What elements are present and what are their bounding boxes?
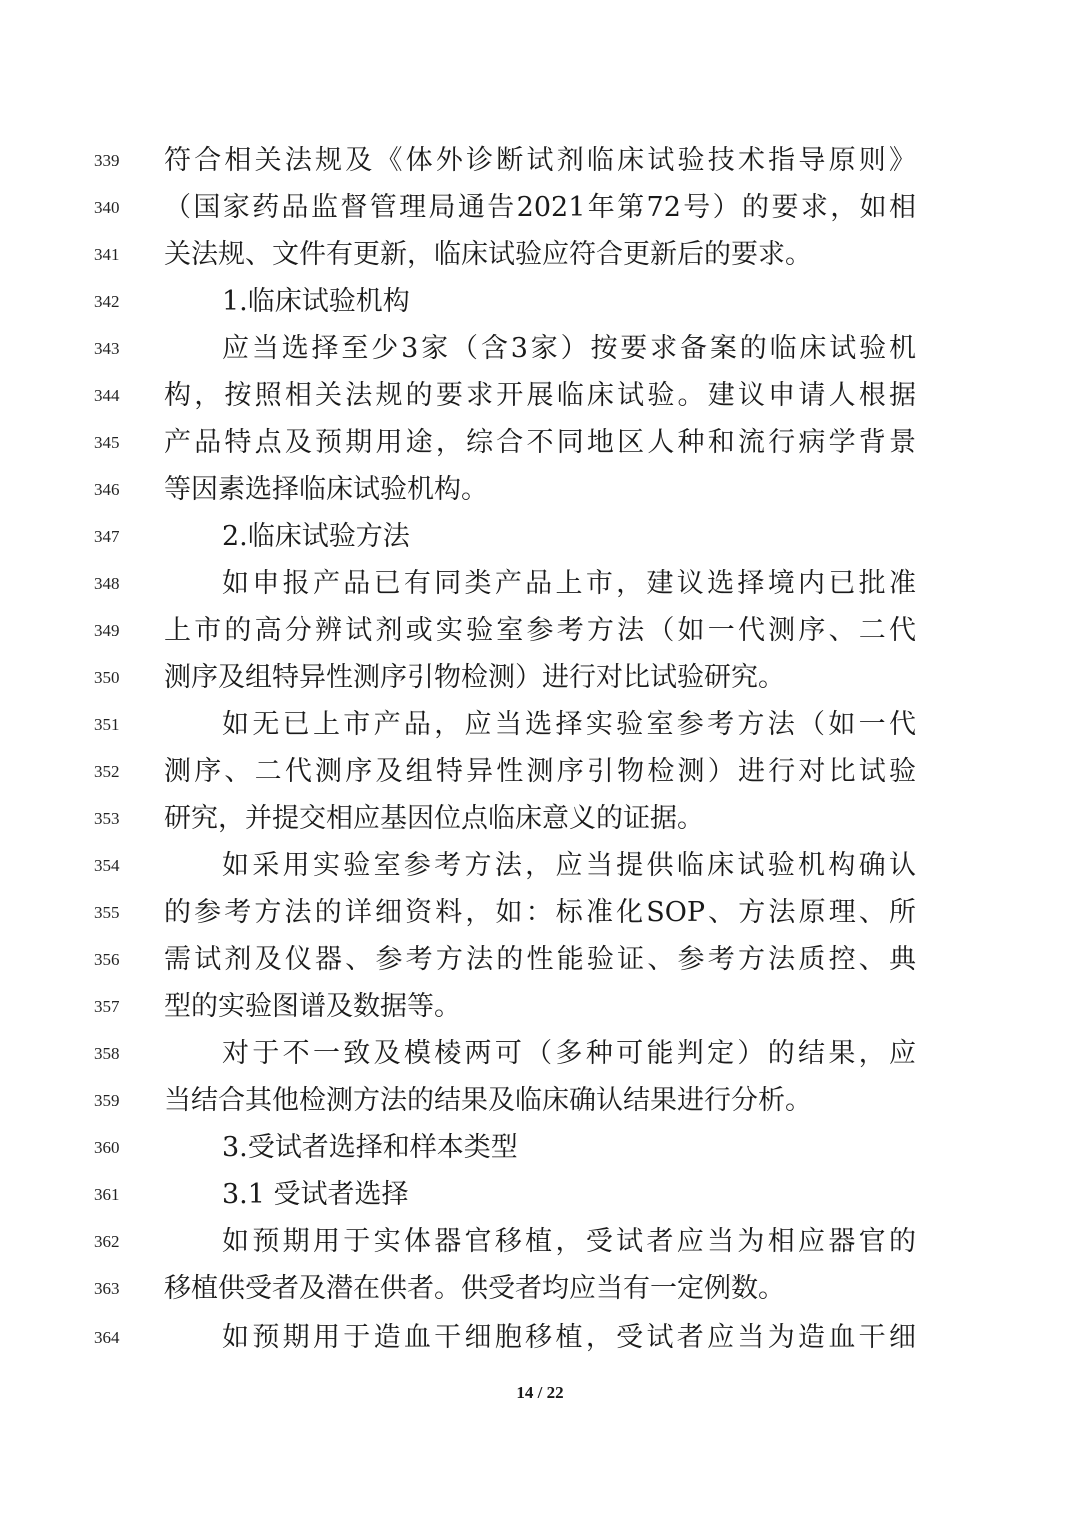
text-line [0, 607, 1080, 654]
text-line [0, 1030, 1080, 1077]
line-text: 产品特点及预期用途，综合不同地区人种和流行病学背景 [164, 427, 916, 458]
text-line [0, 983, 1080, 1030]
line-number: 357 [94, 997, 120, 1016]
line-text: （国家药品监督管理局通告2021年第72号）的要求，如相 [164, 192, 916, 223]
line-text: 如无已上市产品，应当选择实验室参考方法（如一代 [222, 709, 916, 740]
section-heading: 2.临床试验方法 [222, 521, 410, 552]
text-line [0, 278, 1080, 325]
text-line [0, 513, 1080, 560]
line-number: 345 [94, 433, 120, 452]
text-line [0, 1218, 1080, 1265]
line-number: 360 [94, 1138, 120, 1157]
text-line [0, 1124, 1080, 1171]
line-text: 如申报产品已有同类产品上市，建议选择境内已批准 [222, 568, 916, 599]
text-line [0, 466, 1080, 513]
line-number: 340 [94, 198, 120, 217]
line-text: 应当选择至少3家（含3家）按要求备案的临床试验机 [222, 333, 916, 364]
text-line [0, 748, 1080, 795]
text-line [0, 1077, 1080, 1124]
line-text: 的参考方法的详细资料，如：标准化SOP、方法原理、所 [164, 897, 916, 928]
line-text: 测序及组特异性测序引物检测）进行对比试验研究。 [164, 662, 785, 693]
line-text: 构，按照相关法规的要求开展临床试验。建议申请人根据 [164, 380, 916, 411]
text-line [0, 936, 1080, 983]
text-line [0, 1171, 1080, 1218]
subsection-heading: 3.1 受试者选择 [222, 1179, 409, 1210]
section-heading: 3.受试者选择和样本类型 [222, 1132, 518, 1163]
text-line [0, 1314, 1080, 1361]
line-number: 354 [94, 856, 120, 875]
line-number: 339 [94, 151, 120, 170]
line-text: 符合相关法规及《体外诊断试剂临床试验技术指导原则》 [164, 145, 916, 176]
line-text: 关法规、文件有更新，临床试验应符合更新后的要求。 [164, 239, 812, 270]
line-number: 352 [94, 762, 120, 781]
section-heading: 1.临床试验机构 [222, 286, 410, 317]
text-line [0, 419, 1080, 466]
line-number: 344 [94, 386, 120, 405]
line-number: 348 [94, 574, 120, 593]
text-line [0, 654, 1080, 701]
line-text: 需试剂及仪器、参考方法的性能验证、参考方法质控、典 [164, 944, 916, 975]
line-text: 如预期用于实体器官移植，受试者应当为相应器官的 [222, 1226, 916, 1257]
line-number: 351 [94, 715, 120, 734]
text-line [0, 184, 1080, 231]
text-line [0, 560, 1080, 607]
line-text: 当结合其他检测方法的结果及临床确认结果进行分析。 [164, 1085, 812, 1116]
line-text: 如采用实验室参考方法，应当提供临床试验机构确认 [222, 850, 916, 881]
line-text: 移植供受者及潜在供者。供受者均应当有一定例数。 [164, 1273, 785, 1304]
line-number: 363 [94, 1279, 120, 1298]
line-number: 362 [94, 1232, 120, 1251]
line-text: 如预期用于造血干细胞移植，受试者应当为造血干细 [222, 1322, 916, 1353]
text-line [0, 1265, 1080, 1312]
line-text: 对于不一致及模棱两可（多种可能判定）的结果，应 [222, 1038, 916, 1069]
line-text: 型的实验图谱及数据等。 [164, 991, 461, 1022]
line-number: 361 [94, 1185, 120, 1204]
line-text: 等因素选择临床试验机构。 [164, 474, 488, 505]
line-number: 342 [94, 292, 120, 311]
line-number: 347 [94, 527, 120, 546]
line-number: 341 [94, 245, 120, 264]
text-line [0, 372, 1080, 419]
line-number: 349 [94, 621, 120, 640]
text-line [0, 842, 1080, 889]
text-line [0, 795, 1080, 842]
line-text: 研究，并提交相应基因位点临床意义的证据。 [164, 803, 704, 834]
text-line [0, 231, 1080, 278]
page-number: 14 / 22 [516, 1383, 564, 1402]
line-number: 343 [94, 339, 120, 358]
line-number: 358 [94, 1044, 120, 1063]
line-number: 359 [94, 1091, 120, 1110]
line-number: 355 [94, 903, 120, 922]
line-text: 测序、二代测序及组特异性测序引物检测）进行对比试验 [164, 756, 916, 787]
text-line [0, 325, 1080, 372]
line-number: 364 [94, 1328, 120, 1347]
line-number: 350 [94, 668, 120, 687]
line-number: 353 [94, 809, 120, 828]
line-number: 346 [94, 480, 120, 499]
text-line [0, 701, 1080, 748]
text-line [0, 889, 1080, 936]
line-text: 上市的高分辨试剂或实验室参考方法（如一代测序、二代 [164, 615, 916, 646]
line-number: 356 [94, 950, 120, 969]
text-line [0, 137, 1080, 184]
